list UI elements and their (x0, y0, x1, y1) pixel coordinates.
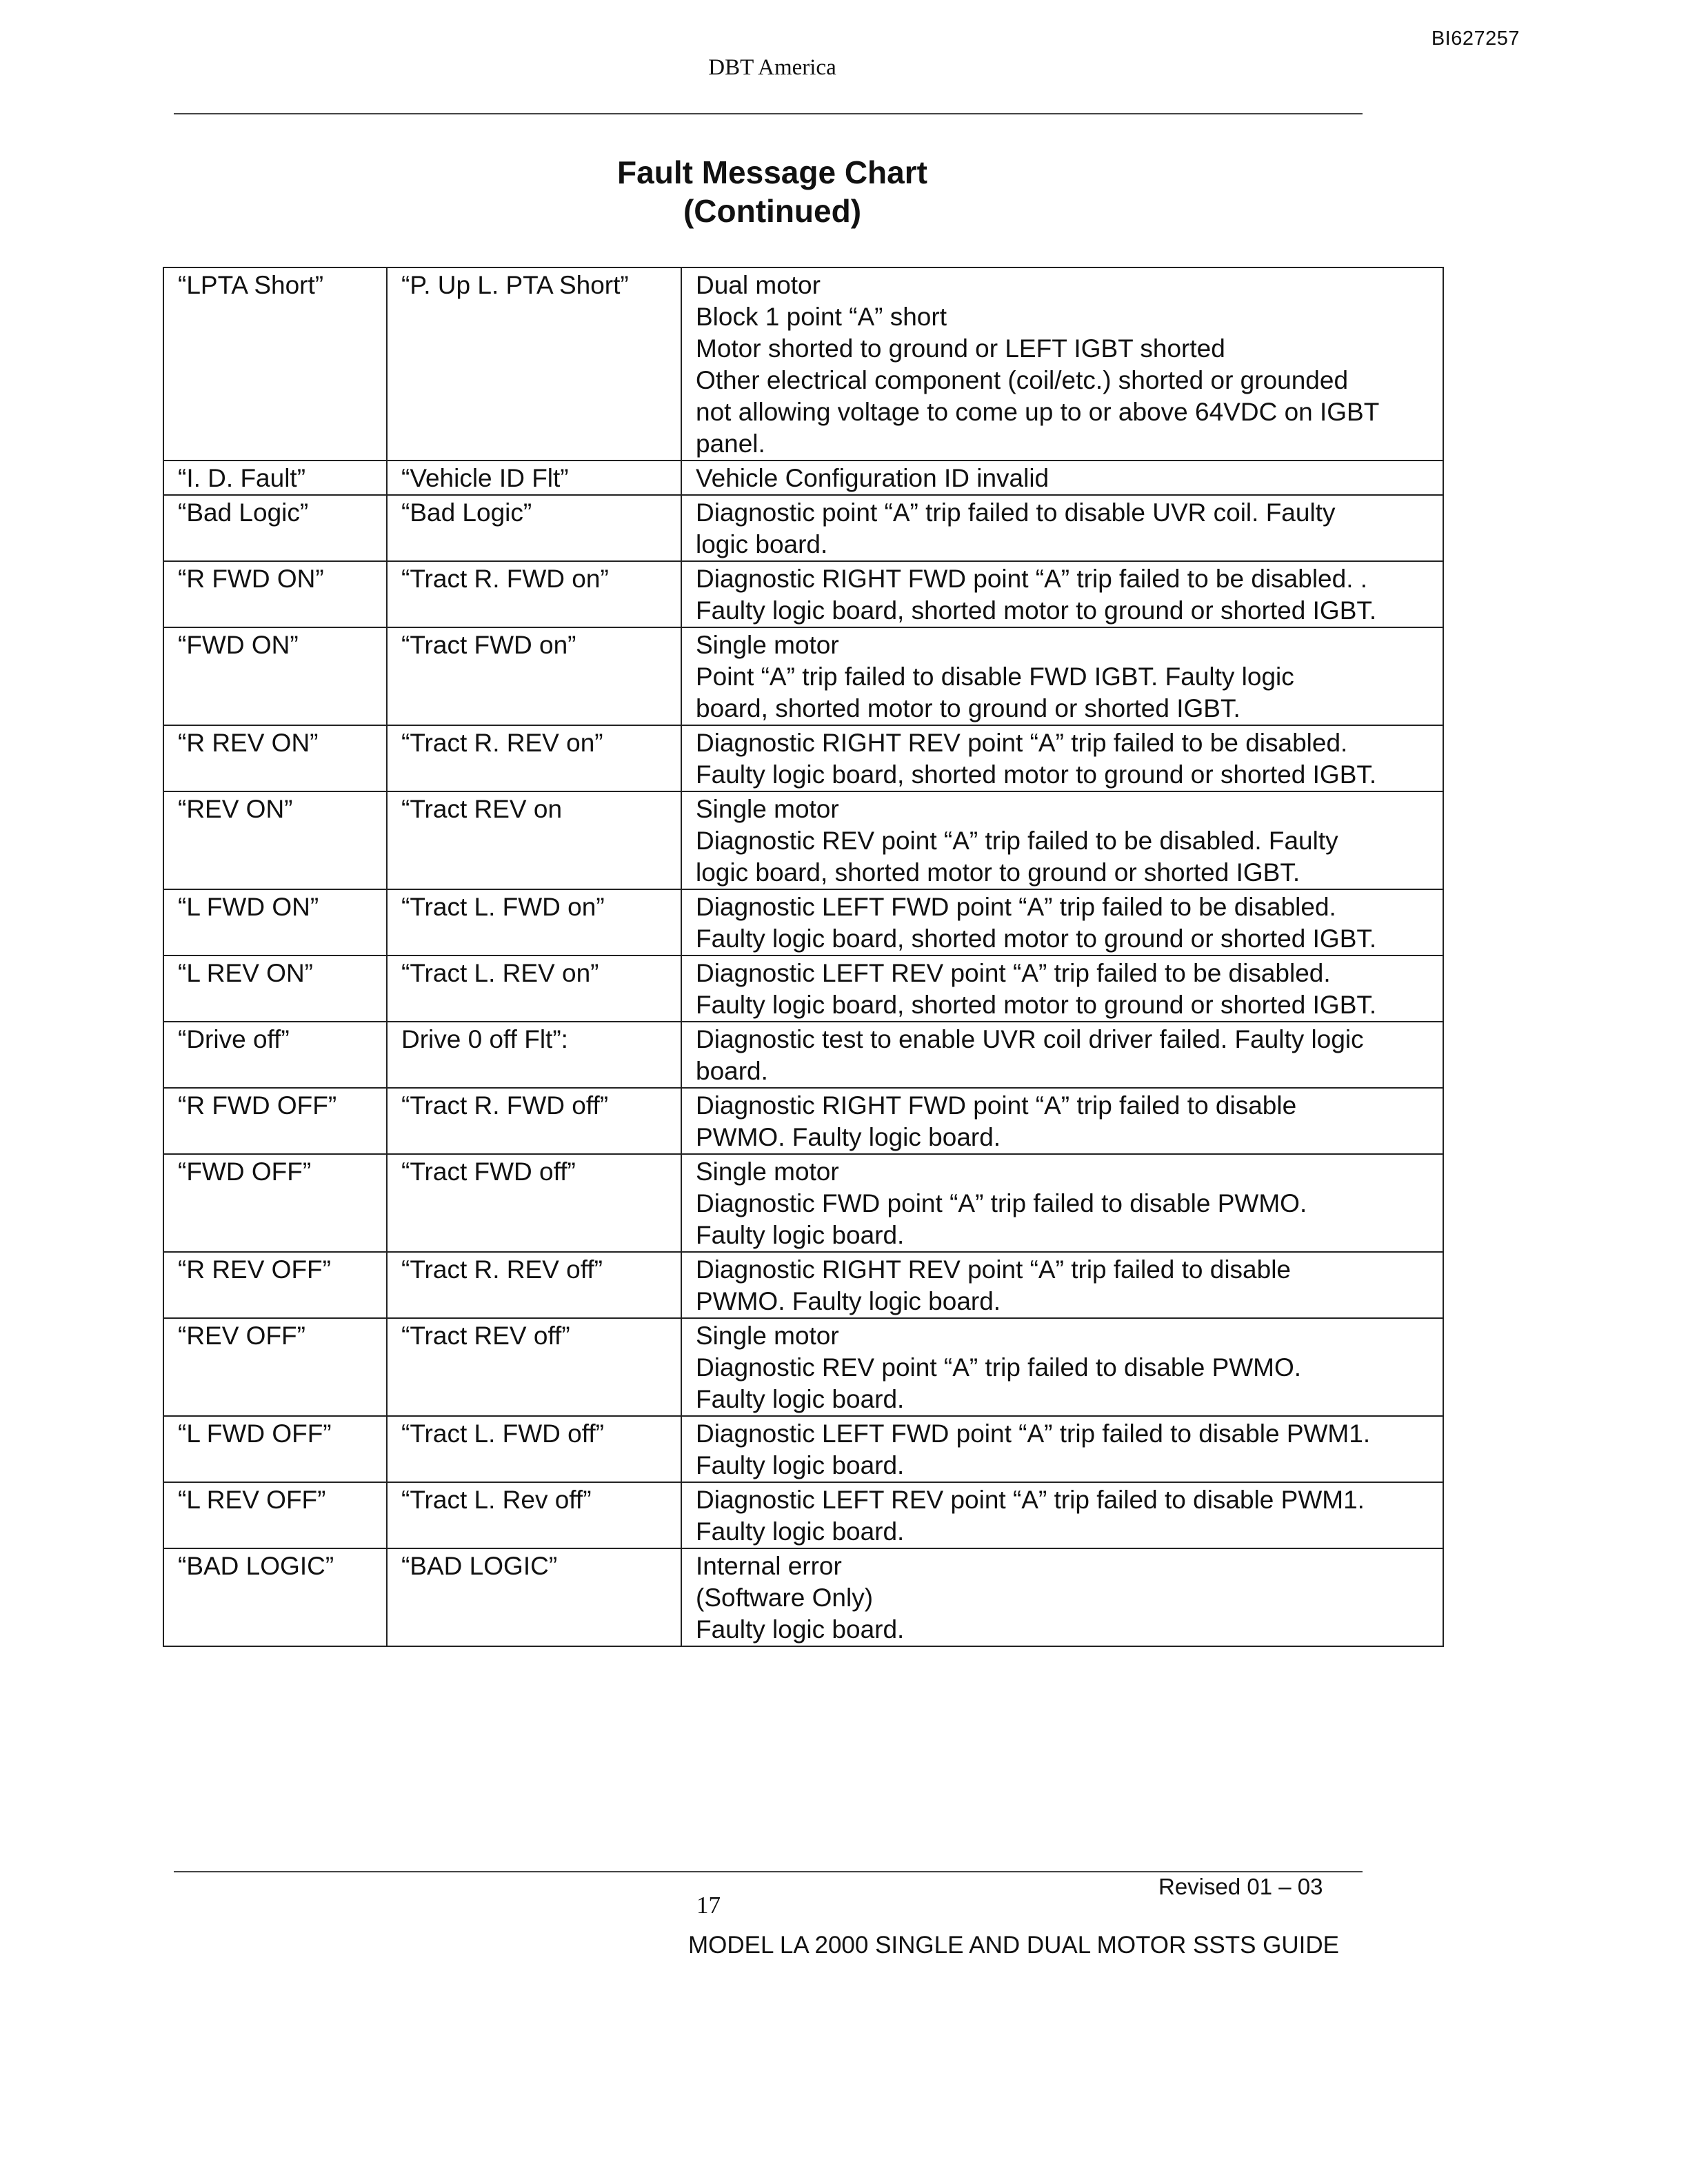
fault-description-cell (681, 791, 1443, 889)
fault-row (163, 1088, 1443, 1154)
description-line: Diagnostic RIGHT REV point “A” trip failed to be disabled. (696, 729, 1348, 757)
display-message-cell: “Tract R. FWD off” (387, 1088, 681, 1154)
description-line: Faulty logic board, shorted motor to ground or shorted IGBT. (696, 596, 1377, 625)
display-message-cell: “Tract L. REV on” (387, 956, 681, 1022)
fault-description-cell (681, 267, 1443, 461)
fault-code-cell: “Drive off” (163, 1022, 387, 1088)
fault-description-cell (681, 1088, 1443, 1154)
description-line: Point “A” trip failed to disable FWD IGBT. Faulty logic (696, 663, 1294, 691)
display-message-cell: “Tract R. FWD on” (387, 561, 681, 627)
fault-description-cell (681, 1548, 1443, 1646)
fault-row (163, 1252, 1443, 1318)
description-line: Diagnostic point “A” trip failed to disable UVR coil. Faulty (696, 498, 1336, 527)
description-line: Faulty logic board. (696, 1615, 905, 1644)
fault-description-cell (681, 495, 1443, 561)
display-message-cell: “Vehicle ID Flt” (387, 461, 681, 495)
fault-row (163, 495, 1443, 561)
display-message-cell: “Tract FWD on” (387, 627, 681, 725)
description-line: Faulty logic board. (696, 1385, 905, 1413)
fault-row (163, 461, 1443, 495)
fault-code-cell: “REV ON” (163, 791, 387, 889)
fault-row (163, 561, 1443, 627)
display-message-cell: “Bad Logic” (387, 495, 681, 561)
fault-description-cell (681, 1022, 1443, 1088)
description-line: Diagnostic RIGHT REV point “A” trip failed to disable (696, 1255, 1292, 1284)
description-line: PWMO. Faulty logic board. (696, 1123, 1001, 1151)
fault-row (163, 1318, 1443, 1416)
description-line: Single motor (696, 1157, 839, 1186)
description-line: Single motor (696, 795, 839, 823)
description-line: Diagnostic REV point “A” trip failed to disable PWMO. (696, 1353, 1302, 1382)
description-line: Diagnostic LEFT FWD point “A” trip failed to be disabled. (696, 893, 1336, 921)
description-line: board, shorted motor to ground or shorted IGBT. (696, 694, 1240, 722)
display-message-cell: Drive 0 off Flt”: (387, 1022, 681, 1088)
description-line: Single motor (696, 1322, 839, 1350)
description-line: Diagnostic RIGHT FWD point “A” trip failed to disable (696, 1091, 1297, 1120)
fault-row (163, 1482, 1443, 1548)
description-line: Faulty logic board. (696, 1517, 905, 1546)
description-line: (Software Only) (696, 1584, 874, 1612)
display-message-cell: “Tract R. REV on” (387, 725, 681, 791)
display-message-cell: “BAD LOGIC” (387, 1548, 681, 1646)
fault-row (163, 267, 1443, 461)
fault-code-cell: “FWD ON” (163, 627, 387, 725)
fault-row (163, 889, 1443, 956)
fault-code-cell: “Bad Logic” (163, 495, 387, 561)
description-line: Diagnostic LEFT REV point “A” trip failed to be disabled. (696, 959, 1331, 987)
fault-message-table (163, 267, 1444, 1647)
display-message-cell: “Tract L. Rev off” (387, 1482, 681, 1548)
fault-row (163, 1416, 1443, 1482)
description-line: Diagnostic LEFT FWD point “A” trip failed to disable PWM1. (696, 1419, 1371, 1448)
description-line: Single motor (696, 631, 839, 659)
description-line: Internal error (696, 1552, 842, 1580)
display-message-cell: “Tract L. FWD on” (387, 889, 681, 956)
description-line: Diagnostic RIGHT FWD point “A” trip failed to be disabled. . (696, 565, 1368, 593)
display-message-cell: “Tract REV off” (387, 1318, 681, 1416)
fault-row (163, 791, 1443, 889)
display-message-cell: “Tract REV on (387, 791, 681, 889)
page-title-line1: Fault Message Chart (617, 154, 927, 190)
fault-code-cell: “LPTA Short” (163, 267, 387, 461)
document-id: BI627257 (1431, 28, 1520, 50)
fault-description-cell (681, 889, 1443, 956)
description-line: Faulty logic board, shorted motor to ground or shorted IGBT. (696, 991, 1377, 1019)
description-line: not allowing voltage to come up to or above 64VDC on IGBT (696, 398, 1380, 426)
revision-date: Revised 01 – 03 (1158, 1874, 1323, 1899)
fault-table-body (163, 267, 1443, 1646)
fault-code-cell: “I. D. Fault” (163, 461, 387, 495)
description-line: Faulty logic board, shorted motor to ground or shorted IGBT. (696, 924, 1377, 953)
header-rule (174, 113, 1363, 114)
fault-description-cell (681, 1154, 1443, 1252)
description-line: logic board, shorted motor to ground or shorted IGBT. (696, 858, 1300, 887)
description-line: Vehicle Configuration ID invalid (696, 464, 1049, 492)
fault-description-cell (681, 627, 1443, 725)
fault-code-cell: “REV OFF” (163, 1318, 387, 1416)
header-company: DBT America (708, 55, 836, 80)
description-line: Dual motor (696, 271, 821, 299)
guide-title: MODEL LA 2000 SINGLE AND DUAL MOTOR SSTS GUIDE (688, 1932, 1339, 1959)
fault-description-cell (681, 461, 1443, 495)
fault-code-cell: “L REV ON” (163, 956, 387, 1022)
description-line: logic board. (696, 530, 828, 558)
fault-description-cell (681, 561, 1443, 627)
display-message-cell: “P. Up L. PTA Short” (387, 267, 681, 461)
description-line: Block 1 point “A” short (696, 303, 947, 331)
description-line: Diagnostic test to enable UVR coil driver failed. Faulty logic (696, 1025, 1364, 1053)
description-line: Faulty logic board. (696, 1221, 905, 1249)
description-line: Faulty logic board, shorted motor to ground or shorted IGBT. (696, 760, 1377, 789)
fault-row (163, 1154, 1443, 1252)
fault-code-cell: “L REV OFF” (163, 1482, 387, 1548)
page-title (0, 153, 1545, 230)
fault-row (163, 1022, 1443, 1088)
fault-row (163, 1548, 1443, 1646)
display-message-cell: “Tract FWD off” (387, 1154, 681, 1252)
description-line: Diagnostic LEFT REV point “A” trip failed to disable PWM1. (696, 1486, 1365, 1514)
description-line: panel. (696, 429, 765, 458)
description-line: Diagnostic REV point “A” trip failed to be disabled. Faulty (696, 827, 1338, 855)
fault-code-cell: “L FWD ON” (163, 889, 387, 956)
fault-code-cell: “R REV OFF” (163, 1252, 387, 1318)
fault-code-cell: “R FWD ON” (163, 561, 387, 627)
description-line: board. (696, 1057, 768, 1085)
fault-description-cell (681, 725, 1443, 791)
fault-row (163, 725, 1443, 791)
fault-code-cell: “R FWD OFF” (163, 1088, 387, 1154)
fault-code-cell: “FWD OFF” (163, 1154, 387, 1252)
fault-code-cell: “BAD LOGIC” (163, 1548, 387, 1646)
description-line: Other electrical component (coil/etc.) shorted or grounded (696, 366, 1349, 394)
description-line: Diagnostic FWD point “A” trip failed to disable PWMO. (696, 1189, 1307, 1217)
fault-row (163, 956, 1443, 1022)
fault-code-cell: “L FWD OFF” (163, 1416, 387, 1482)
fault-description-cell (681, 1318, 1443, 1416)
fault-row (163, 627, 1443, 725)
description-line: Motor shorted to ground or LEFT IGBT shorted (696, 334, 1225, 363)
description-line: PWMO. Faulty logic board. (696, 1287, 1001, 1315)
fault-description-cell (681, 956, 1443, 1022)
fault-description-cell (681, 1252, 1443, 1318)
display-message-cell: “Tract L. FWD off” (387, 1416, 681, 1482)
fault-description-cell (681, 1416, 1443, 1482)
fault-description-cell (681, 1482, 1443, 1548)
display-message-cell: “Tract R. REV off” (387, 1252, 681, 1318)
page-number: 17 (696, 1892, 721, 1919)
description-line: Faulty logic board. (696, 1451, 905, 1479)
page-title-line2: (Continued) (683, 193, 862, 229)
fault-code-cell: “R REV ON” (163, 725, 387, 791)
footer-rule (174, 1871, 1363, 1872)
